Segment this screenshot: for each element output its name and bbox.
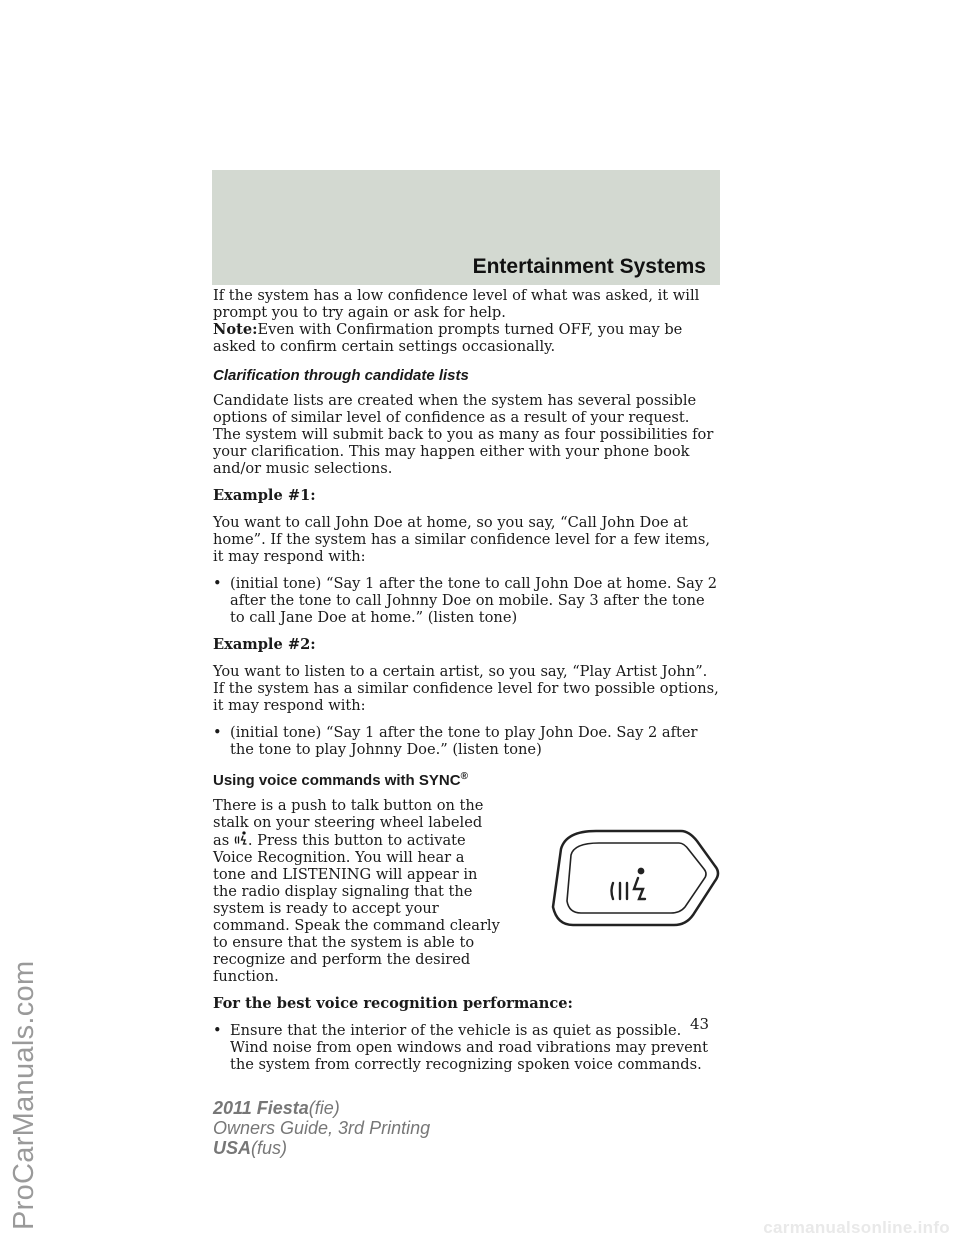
footer-line-2: Owners Guide, 3rd Printing — [213, 1118, 431, 1138]
side-watermark: ProCarManuals.com — [8, 960, 40, 1230]
footer-line-3: USA(fus) — [213, 1138, 288, 1158]
paragraph-push-to-talk: There is a push to talk button on the stalk on your steering wheel labeled as . Press this button to activate Voice Recognition. You will hear a tone and LISTENING will appear in the radio display signaling that the system is ready to accept your command. Speak the command clearly to ensure that the system is able to recognize and perform the desired function. — [213, 797, 500, 985]
bullet-dot: • — [213, 1022, 222, 1039]
bullet-text: Ensure that the interior of the vehicle is as quiet as possible. Wind noise from open windows and road vibrations may prevent the system from correctly recognizing spoken voice commands. — [230, 1022, 708, 1073]
note-paragraph — [213, 321, 721, 355]
bullet-dot: • — [213, 724, 222, 741]
section-header-band — [212, 170, 720, 285]
note-label: Note: — [213, 321, 258, 338]
voice-button-icon — [234, 831, 248, 847]
site-watermark: carmanualsonline.info — [763, 1218, 950, 1237]
voice-button-illustration — [521, 811, 721, 961]
heading-voice-commands: Using voice commands with SYNC® — [213, 771, 468, 789]
bullet-text: (initial tone) “Say 1 after the tone to call John Doe at home. Say 2 after the tone to call Johnny Doe on mobile. Say 3 after the tone to call Jane Doe at home.” (listen tone) — [230, 575, 718, 626]
note-text: Even with Confirmation prompts turned OFF, you may be asked to confirm certain settings occasionally. — [213, 321, 683, 355]
example-2-text: You want to listen to a certain artist, so you say, “Play Artist John”. If the system has a similar confidence level for two possible options, it may respond with: — [213, 663, 719, 714]
footer — [213, 1098, 430, 1158]
paragraph-candidate-lists: Candidate lists are created when the system has several possible options of similar level of confidence as a result of your request. The system will submit back to you as many as four possibilities for your clarification. This may happen either with your phone book and/or music selections. — [213, 392, 714, 477]
example-1-label: Example #1: — [213, 487, 316, 504]
example-1-bullet — [213, 575, 721, 626]
bullet-text: (initial tone) “Say 1 after the tone to play John Doe. Say 2 after the tone to play Johnny Doe.” (listen tone) — [230, 724, 698, 758]
paragraph-low-confidence: If the system has a low confidence level of what was asked, it will prompt you to try again or ask for help. — [213, 287, 700, 321]
page-content — [213, 287, 721, 1083]
example-2-label: Example #2: — [213, 636, 316, 653]
best-performance-label: For the best voice recognition performance: — [213, 995, 573, 1012]
heading-candidate-lists: Clarification through candidate lists — [213, 367, 469, 384]
section-title: Entertainment Systems — [472, 255, 706, 278]
best-performance-bullet — [213, 1022, 721, 1073]
example-2-bullet — [213, 724, 721, 758]
registered-mark: ® — [460, 771, 468, 782]
footer-line-1: 2011 Fiesta(fie) — [213, 1098, 340, 1118]
example-1-text: You want to call John Doe at home, so you say, “Call John Doe at home”. If the system has a similar confidence level for a few items, it may respond with: — [213, 514, 711, 565]
bullet-dot: • — [213, 575, 222, 592]
page-number: 43 — [690, 1015, 710, 1033]
